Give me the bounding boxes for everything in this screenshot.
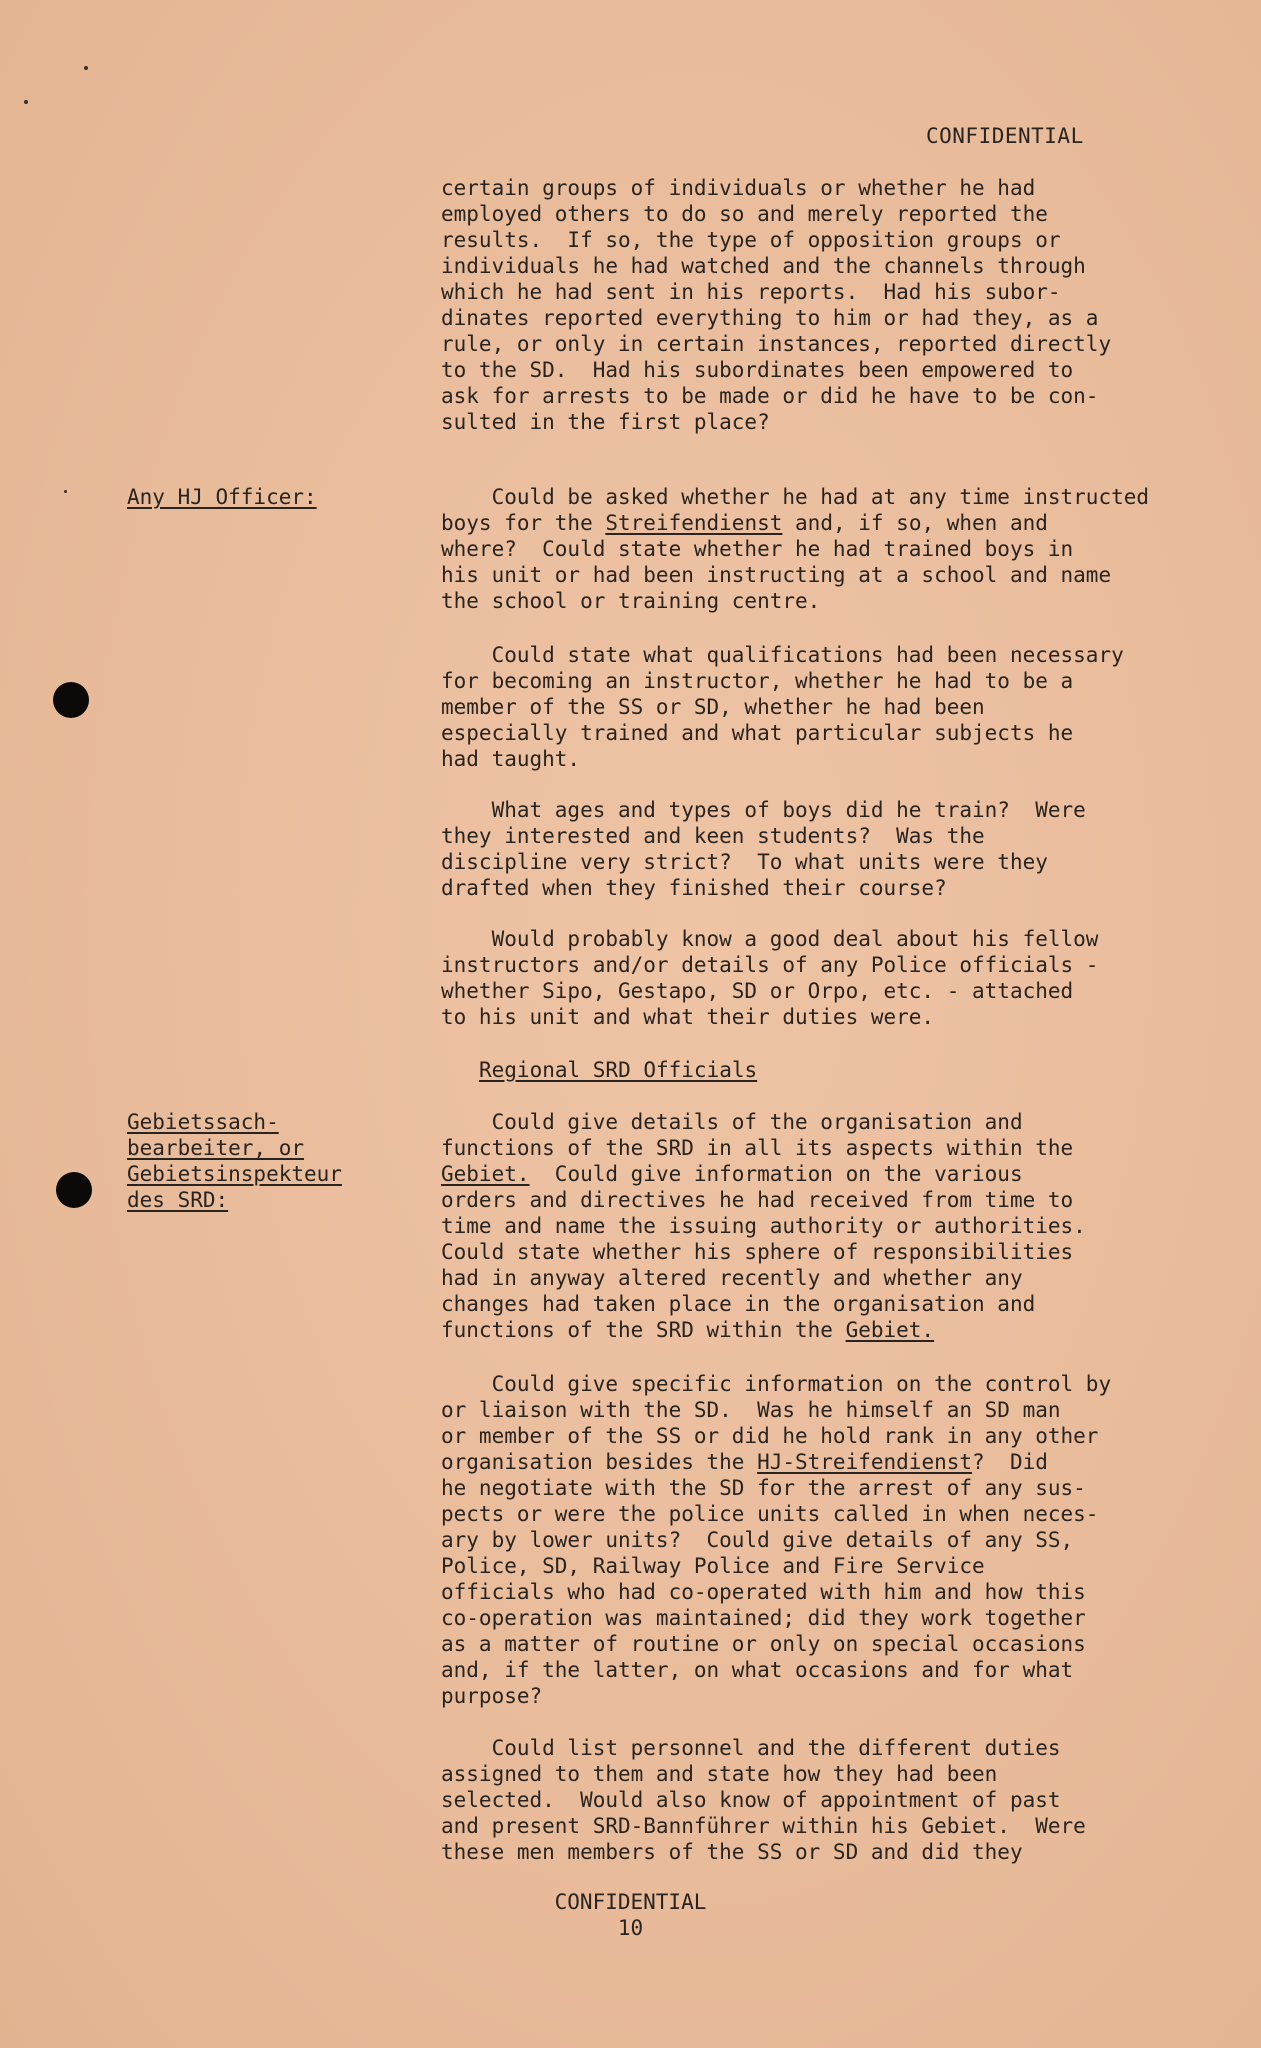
text-line: for becoming an instructor, whether he had to be a: [441, 669, 1074, 693]
text-line: he negotiate with the SD for the arrest of any sus-: [441, 1476, 1086, 1500]
text-line: officials who had co-operated with him and how this: [441, 1580, 1086, 1604]
text-line: ary by lower units? Could give details of any SS,: [441, 1528, 1074, 1552]
text-line: orders and directives he had received from time to: [441, 1188, 1074, 1212]
text-line: where? Could state whether he had trained boys in: [441, 537, 1074, 561]
text-line: which he had sent in his reports. Had his subor-: [441, 280, 1061, 304]
text-line: as a matter of routine or only on special occasions: [441, 1632, 1086, 1656]
text-line: Could be asked whether he had at any time instructed: [441, 485, 1150, 509]
hj-officer-label: Any HJ Officer:: [127, 485, 317, 509]
text-line: dinates reported everything to him or had they, as a: [441, 306, 1099, 330]
text-line: des SRD:: [127, 1188, 229, 1212]
text-line: Would probably know a good deal about his fellow: [441, 927, 1099, 951]
text-line: assigned to them and state how they had been: [441, 1762, 998, 1786]
text-line: time and name the issuing authority or authorities.: [441, 1214, 1086, 1238]
regional-officer-label: [127, 1109, 342, 1213]
text-line: changes had taken place in the organisation and: [441, 1292, 1036, 1316]
text-line: Could give specific information on the control by: [441, 1372, 1112, 1396]
text-line: boys for the Streifendienst and, if so, when and: [441, 511, 1048, 535]
text-line: Could state whether his sphere of responsibilities: [441, 1240, 1074, 1264]
text-line: had in anyway altered recently and whether any: [441, 1266, 1023, 1290]
text-line: results. If so, the type of opposition groups or: [441, 228, 1061, 252]
text-line: or liaison with the SD. Was he himself an SD man: [441, 1398, 1061, 1422]
text-line: employed others to do so and merely reported the: [441, 202, 1048, 226]
text-line: Gebietssach-: [127, 1110, 279, 1134]
text-line: Gebietsinspekteur: [127, 1162, 342, 1186]
text-line: and, if the latter, on what occasions and for what: [441, 1658, 1074, 1682]
punch-hole-bottom: [56, 1172, 92, 1208]
text-line: rule, or only in certain instances, reported directly: [441, 332, 1112, 356]
text-line: member of the SS or SD, whether he had been: [441, 695, 985, 719]
confidential-header: CONFIDENTIAL: [926, 124, 1084, 148]
text-line: selected. Would also know of appointment of past: [441, 1788, 1061, 1812]
speck: [84, 66, 88, 70]
text-line: functions of the SRD in all its aspects within the: [441, 1136, 1074, 1160]
text-line: pects or were the police units called in when neces-: [441, 1502, 1099, 1526]
text-line: co-operation was maintained; did they work together: [441, 1606, 1086, 1630]
text-line: to his unit and what their duties were.: [441, 1005, 935, 1029]
text-line: or member of the SS or did he hold rank in any other: [441, 1424, 1099, 1448]
hj-paragraph-4: [441, 926, 1161, 1030]
text-line: discipline very strict? To what units were they: [441, 850, 1048, 874]
regional-paragraph-1: [441, 1109, 1161, 1343]
text-line: especially trained and what particular subjects he: [441, 721, 1074, 745]
text-line: to the SD. Had his subordinates been empowered to: [441, 358, 1074, 382]
text-line: and present SRD-Bannführer within his Gebiet. Were: [441, 1814, 1086, 1838]
hj-paragraph-3: [441, 797, 1161, 901]
text-line: drafted when they finished their course?: [441, 876, 947, 900]
text-line: Gebiet. Could give information on the various: [441, 1162, 1023, 1186]
text-line: these men members of the SS or SD and did they: [441, 1840, 1023, 1864]
text-line: his unit or had been instructing at a school and name: [441, 563, 1112, 587]
regional-paragraph-3: [441, 1735, 1161, 1865]
text-line: they interested and keen students? Was the: [441, 824, 985, 848]
punch-hole-top: [53, 682, 89, 718]
text-line: ask for arrests to be made or did he have to be con-: [441, 384, 1099, 408]
hj-paragraph-2: [441, 642, 1161, 772]
text-line: bearbeiter, or: [127, 1136, 305, 1160]
text-line: purpose?: [441, 1684, 543, 1708]
regional-heading: Regional SRD Officials: [479, 1058, 758, 1082]
text-line: Could list personnel and the different duties: [441, 1736, 1061, 1760]
text-line: individuals he had watched and the channels through: [441, 254, 1086, 278]
page-number: 10: [617, 1916, 644, 1940]
text-line: certain groups of individuals or whether he had: [441, 176, 1036, 200]
text-line: the school or training centre.: [441, 589, 821, 613]
speck: [24, 100, 28, 104]
hj-paragraph-1: [441, 484, 1161, 614]
text-line: Could state what qualifications had been necessary: [441, 643, 1124, 667]
text-line: What ages and types of boys did he train? Were: [441, 798, 1086, 822]
text-line: Police, SD, Railway Police and Fire Service: [441, 1554, 985, 1578]
text-line: Could give details of the organisation and: [441, 1110, 1023, 1134]
text-line: instructors and/or details of any Police officials -: [441, 953, 1099, 977]
text-line: functions of the SRD within the Gebiet.: [441, 1318, 935, 1342]
text-line: sulted in the first place?: [441, 410, 770, 434]
intro-paragraph: [441, 175, 1161, 435]
regional-paragraph-2: [441, 1371, 1161, 1709]
speck: [64, 490, 67, 493]
footer-confidential: CONFIDENTIAL: [554, 1890, 707, 1914]
text-line: organisation besides the HJ-Streifendienst? Did: [441, 1450, 1048, 1474]
text-line: had taught.: [441, 747, 581, 771]
text-line: whether Sipo, Gestapo, SD or Orpo, etc. - attached: [441, 979, 1074, 1003]
